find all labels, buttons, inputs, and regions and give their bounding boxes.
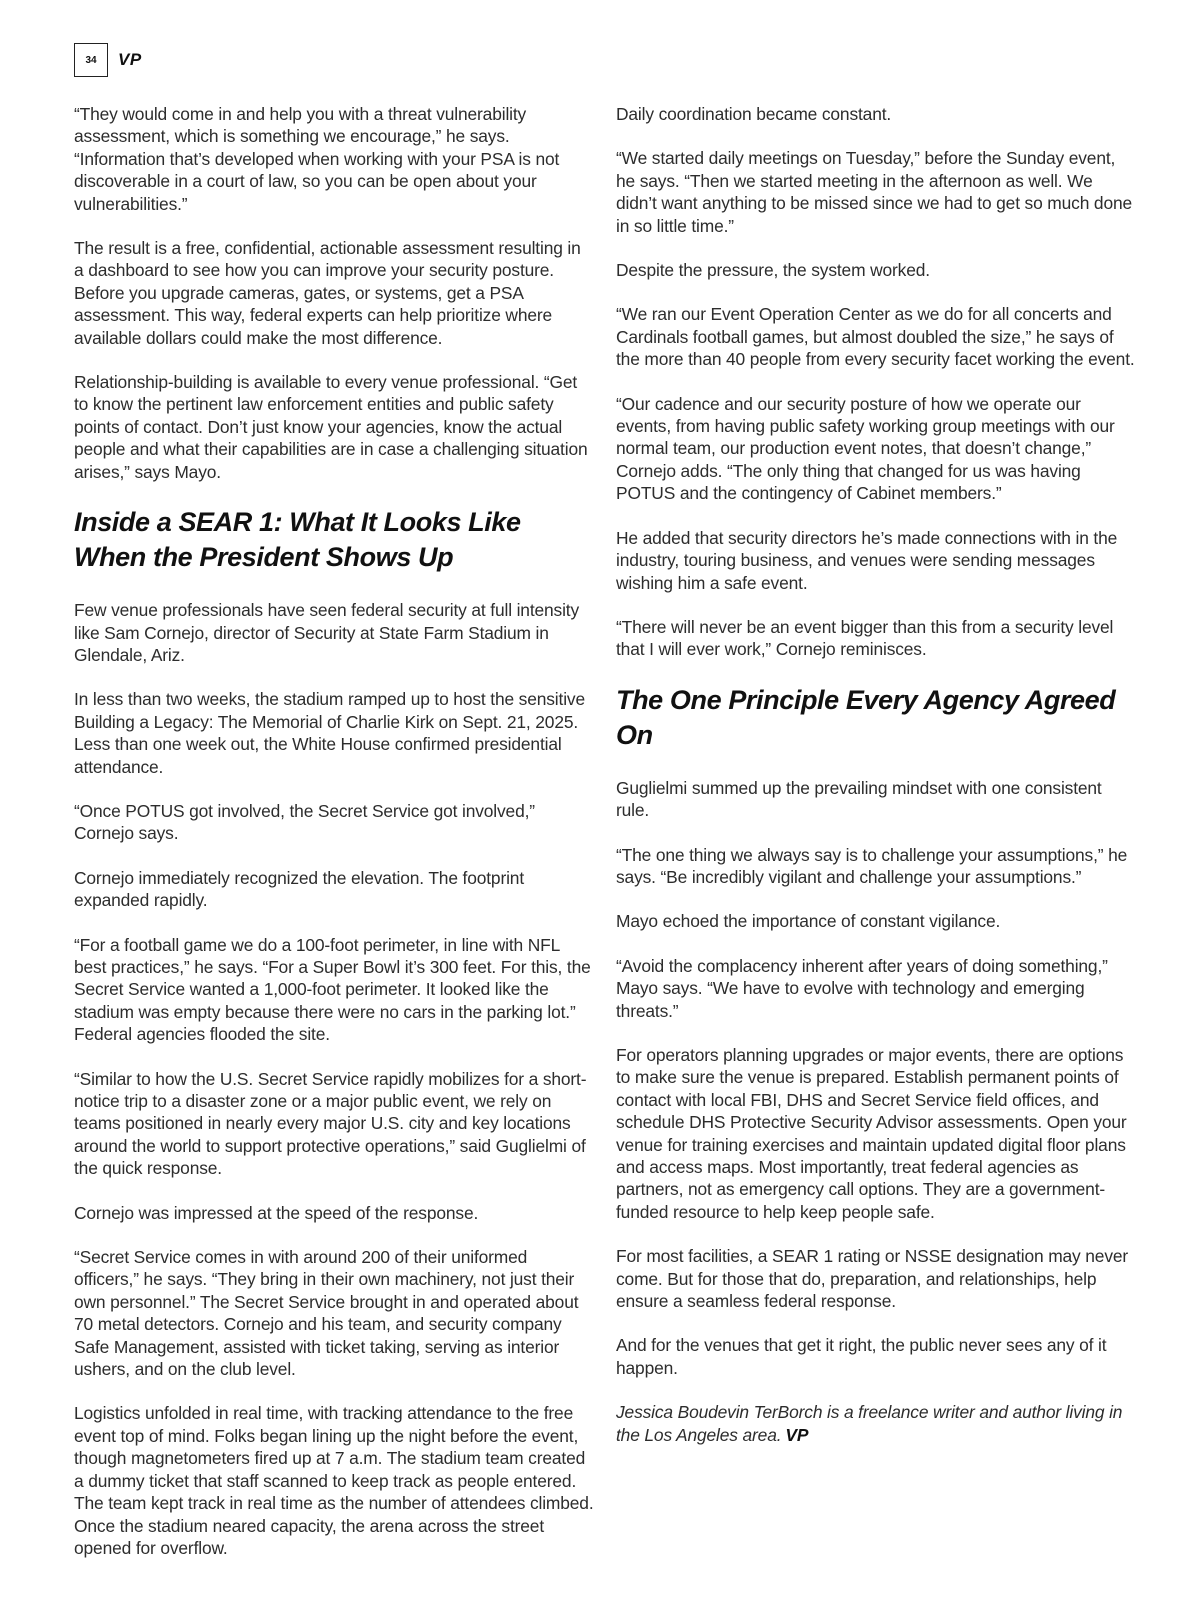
paragraph: In less than two weeks, the stadium ramped up to host the sensitive Building a Legacy: The Memorial of Charlie Kirk on Sept. 21, 2025. Less than one week out, the White House confirmed presidential attendance. — [74, 689, 585, 777]
page-header — [74, 43, 142, 77]
paragraph: Relationship-building is available to every venue professional. “Get to know the pertinent law enforcement entities and public safety points of contact. Don’t just know your agencies, know the actual people and what their capabilities are in case a challenging situation arises,” says Mayo. — [74, 372, 588, 482]
paragraph: Logistics unfolded in real time, with tracking attendance to the free event top of mind. Folks began lining up the night before the event, though magnetometers fired up at 7 a.m. The stadium team created a dummy ticket that staff scanned to keep track as people entered. The team kept track in real time as the number of attendees climbed. Once the stadium neared capacity, the arena across the street opened for overflow. — [74, 1403, 594, 1558]
paragraph: “Similar to how the U.S. Secret Service rapidly mobilizes for a short-notice trip to a disaster zone or a major public event, we rely on teams positioned in nearly every major U.S. city and key locations around the world to support protective operations,” said Guglielmi of the quick response. — [74, 1068, 587, 1179]
paragraph: He added that security directors he’s made connections with in the industry, touring business, and venues were sending messages wishing him a safe event. — [616, 527, 1118, 593]
left-column — [74, 103, 594, 1581]
magazine-logo: VP — [118, 50, 142, 69]
paragraph: “The one thing we always say is to challenge your assumptions,” he says. “Be incredibly vigilant and challenge your assumptions.” — [616, 844, 1128, 887]
paragraph: Cornejo was impressed at the speed of the response. — [74, 1202, 479, 1223]
section-heading-sear1: Inside a SEAR 1: What It Looks Like When the President Shows Up — [74, 507, 521, 573]
paragraph: “Secret Service comes in with around 200 of their uniformed officers,” he says. “They bring in their own machinery, not just their own personnel.” The Secret Service brought in and operated about 70 metal detectors. Cornejo and his team, and security company Safe Management, assisted with ticket taking, serving as interior ushers, and on the club level. — [74, 1247, 579, 1380]
paragraph: “We started daily meetings on Tuesday,” before the Sunday event, he says. “Then we started meeting in the afternoon as well. We didn’t want anything to be missed since we had to get so much done in so little time.” — [616, 148, 1133, 236]
paragraph: “For a football game we do a 100-foot perimeter, in line with NFL best practices,” he says. “For a Super Bowl it’s 300 feet. For this, the Secret Service wanted a 1,000-foot perimeter. It looked like the stadium was empty because there were no cars in the parking lot.” Federal agencies flooded the site. — [74, 934, 591, 1045]
paragraph: Few venue professionals have seen federal security at full intensity like Sam Cornejo, director of Security at State Farm Stadium in Glendale, Ariz. — [74, 600, 580, 665]
paragraph: “They would come in and help you with a threat vulnerability assessment, which is something we encourage,” he says. “Information that’s developed when working with your PSA is not discoverable in a court of law, so you can be open about your vulnerabilities.” — [74, 104, 560, 214]
paragraph: Cornejo immediately recognized the elevation. The footprint expanded rapidly. — [74, 867, 525, 911]
end-logo: VP — [785, 1424, 809, 1445]
paragraph: Daily coordination became constant. — [616, 104, 892, 124]
paragraph: “Our cadence and our security posture of how we operate our events, from having public safety working group meetings with our normal team, our production event notes, that doesn’t change,” Cornejo adds. “The only thing that changed for us was having POTUS and the contingency of Cabinet members.” — [616, 393, 1115, 504]
byline-text: Jessica Boudevin TerBorch is a freelance writer and author living in the Los Angeles area. — [616, 1402, 1123, 1445]
paragraph: “We ran our Event Operation Center as we do for all concerts and Cardinals football games, but almost doubled the size,” he says of the more than 40 people from every security facet working the event. — [616, 304, 1135, 370]
paragraph: “There will never be an event bigger than this from a security level that I will ever work,” Cornejo reminisces. — [616, 616, 1114, 660]
paragraph: For operators planning upgrades or major events, there are options to make sure the venue is prepared. Establish permanent points of contact with local FBI, DHS and Secret Service field offices, and schedule DHS Protective Security Advisor assessments. Open your venue for training exercises and maintain updated digital floor plans and access maps. Most importantly, treat federal agencies as partners, not as emergency call options. They are a government-funded resource to help keep people safe. — [616, 1044, 1127, 1222]
right-column — [616, 103, 1136, 1468]
paragraph: “Once POTUS got involved, the Secret Service got involved,” Cornejo says. — [74, 800, 535, 844]
section-heading-principle: The One Principle Every Agency Agreed On — [616, 684, 1116, 750]
author-byline — [616, 1401, 1136, 1446]
page-number: 34 — [74, 43, 108, 77]
paragraph: And for the venues that get it right, the public never sees any of it happen. — [616, 1335, 1107, 1378]
paragraph: “Avoid the complacency inherent after years of doing something,” Mayo says. “We have to evolve with technology and emerging threats.” — [616, 955, 1108, 1021]
paragraph: The result is a free, confidential, actionable assessment resulting in a dashboard to see how you can improve your security posture. Before you upgrade cameras, gates, or systems, get a PSA assessment. This way, federal experts can help prioritize where available dollars could make the most difference. — [74, 238, 581, 348]
paragraph: Despite the pressure, the system worked. — [616, 260, 930, 281]
paragraph: For most facilities, a SEAR 1 rating or NSSE designation may never come. But for those that do, preparation, and relationships, help ensure a seamless federal response. — [616, 1246, 1129, 1312]
paragraph: Mayo echoed the importance of constant vigilance. — [616, 911, 1001, 932]
paragraph: Guglielmi summed up the prevailing mindset with one consistent rule. — [616, 777, 1102, 821]
